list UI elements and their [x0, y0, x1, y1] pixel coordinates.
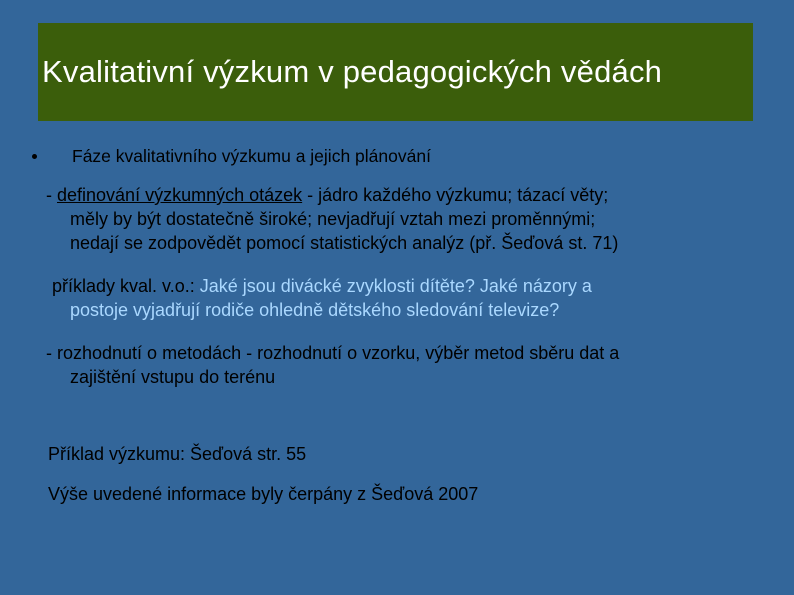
- bullet-text: Fáze kvalitativního výzkumu a jejich plánování: [72, 146, 431, 166]
- slide-title: Kvalitativní výzkum v pedagogických vědách: [42, 54, 663, 89]
- paragraph-research-questions: [46, 183, 618, 255]
- source-note: Výše uvedené informace byly čerpány z Šeďová 2007: [48, 484, 479, 504]
- dash-prefix: -: [46, 185, 57, 205]
- research-questions-link[interactable]: definování výzkumných otázek: [57, 185, 303, 205]
- paragraph-examples: [52, 274, 592, 322]
- paragraph-methods: [46, 341, 619, 389]
- examples-questions: Jaké jsou divácké zvyklosti dítěte? Jaké názory a: [199, 276, 592, 296]
- paragraph-line: zajištění vstupu do terénu: [70, 367, 276, 387]
- title-bar: [38, 23, 753, 121]
- paragraph-text: - jádro každého výzkumu; tázací věty;: [302, 185, 609, 205]
- example-reference: Příklad výzkumu: Šeďová str. 55: [48, 444, 307, 464]
- paragraph-line: - rozhodnutí o metodách - rozhodnutí o vzorku, výběr metod sběru dat a: [46, 343, 620, 363]
- paragraph-line: nedají se zodpovědět pomocí statistických analýz (př. Šeďová st. 71): [70, 233, 619, 253]
- bullet-dot-icon: [32, 154, 37, 159]
- paragraph-line: měly by být dostatečně široké; nevjadřují vztah mezi proměnnými;: [70, 209, 596, 229]
- examples-label: příklady kval. v.o.:: [52, 276, 200, 296]
- paragraph-line: postoje vyjadřují rodiče ohledně dětského sledování televize?: [70, 300, 560, 320]
- paragraph-line: [52, 274, 592, 298]
- paragraph-line: [46, 183, 618, 207]
